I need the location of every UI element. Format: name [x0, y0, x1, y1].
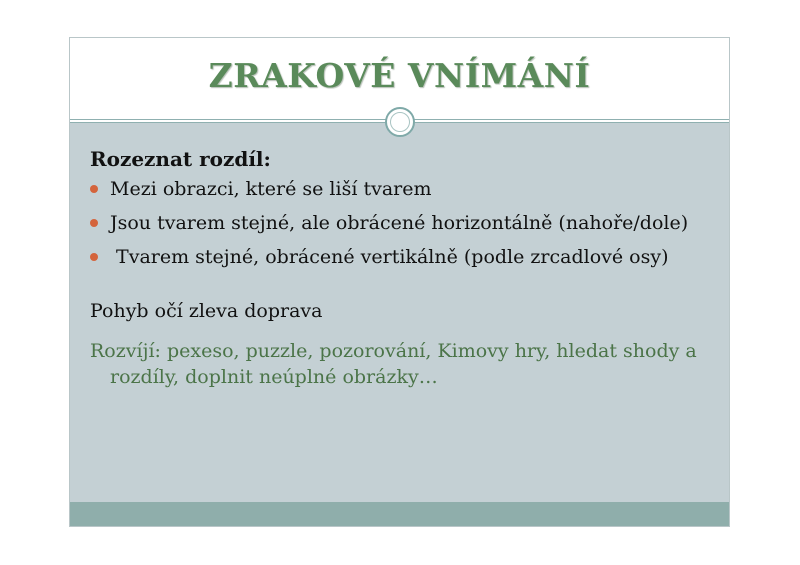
- bullet-list: [90, 176, 720, 270]
- bullet-text: Mezi obrazci, které se liší tvarem: [110, 178, 432, 200]
- green-line: Rozvíjí: pexeso, puzzle, pozorování, Kimovy hry, hledat shody a rozdíly, doplnit neúplné obrázky…: [90, 340, 697, 388]
- circle-ornament-icon: [385, 107, 415, 137]
- bullet-text: Jsou tvarem stejné, ale obrácené horizontálně (nahoře/dole): [110, 212, 689, 234]
- bullet-dot-icon: [90, 185, 98, 193]
- bullet-item: [90, 210, 720, 236]
- slide: [69, 37, 730, 527]
- plain-line: Pohyb očí zleva doprava: [90, 300, 323, 322]
- content-heading: Rozeznat rozdíl:: [90, 147, 271, 171]
- bullet-item: [90, 244, 720, 270]
- slide-title: ZRAKOVÉ VNÍMÁNÍ: [208, 56, 591, 95]
- slide-content: [90, 146, 720, 390]
- bullet-dot-icon: [90, 219, 98, 227]
- bullet-dot-icon: [90, 253, 98, 261]
- bullet-item: [90, 176, 720, 202]
- footer-band: [70, 502, 729, 526]
- bullet-text: Tvarem stejné, obrácené vertikálně (podle zrcadlové osy): [110, 246, 669, 268]
